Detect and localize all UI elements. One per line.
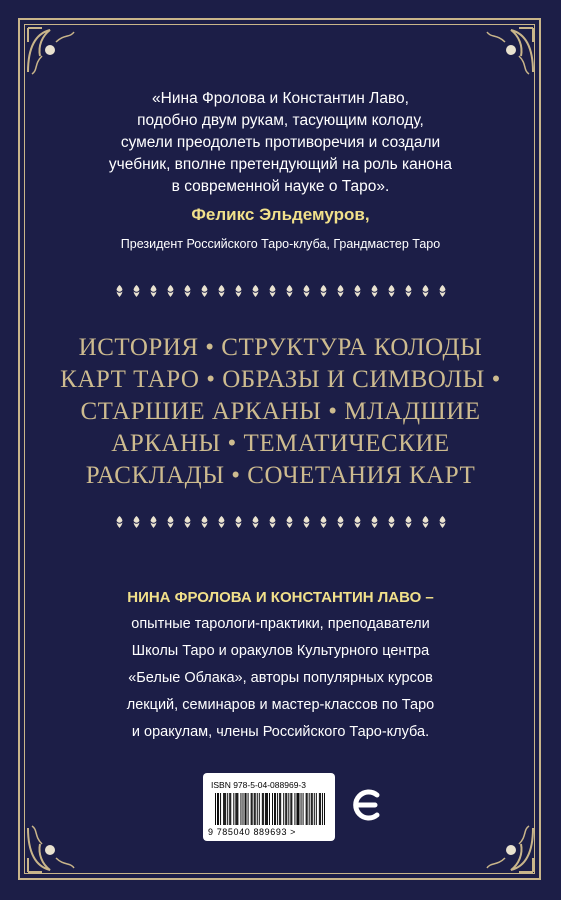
barcode-digits: 9 785040 889693 >	[208, 827, 297, 837]
barcode-bar	[294, 793, 295, 825]
barcode-bar	[314, 793, 315, 825]
tulip-ornament-icon	[131, 515, 142, 529]
barcode-bar	[240, 793, 241, 825]
barcode-bar	[309, 793, 310, 825]
quote-line: в современной науке о Таро».	[171, 178, 390, 195]
tulip-ornament-icon	[131, 284, 142, 298]
isbn-text: ISBN 978-5-04-088969-3	[211, 780, 306, 790]
tulip-ornament-icon	[284, 515, 295, 529]
tulip-ornament-icon	[318, 284, 329, 298]
authors-heading: НИНА ФРОЛОВА И КОНСТАНТИН ЛАВО –	[127, 589, 434, 606]
tulip-ornament-icon	[386, 284, 397, 298]
quote-author-role: Президент Российского Таро-клуба, Грандмастер Таро	[120, 237, 441, 251]
tulip-ornament-icon	[335, 515, 346, 529]
barcode-bar	[269, 793, 270, 825]
tulip-ornament-icon	[182, 515, 193, 529]
tulip-ornament-icon	[437, 284, 448, 298]
barcode-bar	[322, 793, 323, 825]
quote-author: Феликс Эльдемуров,	[191, 205, 370, 224]
barcode-bar	[220, 793, 221, 825]
barcode-bar	[251, 793, 252, 825]
barcode-bar	[312, 793, 313, 825]
barcode-bar	[277, 793, 278, 825]
barcode-bar	[286, 793, 287, 825]
tulip-ornament-icon	[369, 284, 380, 298]
barcode-bar	[245, 793, 246, 825]
tulip-ornament-icon	[301, 515, 312, 529]
barcode-bar	[259, 793, 260, 825]
tulip-ornament-icon	[114, 284, 125, 298]
tulip-ornament-icon	[403, 284, 414, 298]
barcode-bar	[237, 793, 238, 825]
quote-line: подобно двум рукам, тасующим колоду,	[137, 112, 424, 129]
barcode-bar	[279, 793, 280, 825]
barcode-bar	[324, 793, 325, 825]
barcode-bar	[298, 793, 299, 825]
authors-bio-line: Школы Таро и оракулов Культурного центра	[131, 643, 430, 659]
review-quote	[80, 88, 481, 198]
tulip-ornament-icon	[386, 515, 397, 529]
tulip-ornament-icon	[165, 515, 176, 529]
tulip-ornament-icon	[199, 515, 210, 529]
barcode-bar	[306, 793, 307, 825]
tulip-ornament-icon	[114, 515, 125, 529]
tulip-ornament-icon	[352, 284, 363, 298]
barcode-bar	[311, 793, 312, 825]
tulip-ornament-icon	[352, 515, 363, 529]
barcode-label	[203, 773, 335, 841]
barcode-bar	[296, 793, 297, 825]
authors-bio-line: и оракулам, члены Российского Таро-клуба.	[131, 724, 430, 740]
topics-line: РАСКЛАДЫ • СОЧЕТАНИЯ КАРТ	[85, 462, 476, 489]
tulip-ornament-icon	[216, 284, 227, 298]
barcode-bar	[233, 793, 234, 825]
barcode-bar	[217, 793, 218, 825]
barcode-bar	[320, 793, 321, 825]
barcode-bar	[307, 793, 308, 825]
corner-ornament-icon	[20, 20, 80, 80]
barcode-bar	[283, 793, 284, 825]
barcode-bar	[290, 793, 291, 825]
quote-line: учебник, вполне претендующий на роль канона	[108, 156, 453, 173]
barcode-bar	[275, 793, 276, 825]
tulip-ornament-icon	[267, 284, 278, 298]
tulip-ornament-icon	[250, 284, 261, 298]
tulip-ornament-icon	[420, 284, 431, 298]
tulip-ornament-icon	[250, 515, 261, 529]
tulip-ornament-icon	[148, 284, 159, 298]
tulip-ornament-icon	[301, 284, 312, 298]
corner-ornament-icon	[20, 820, 80, 880]
barcode-bar	[303, 793, 304, 825]
barcode-bar	[291, 793, 292, 825]
barcode-bar	[255, 793, 256, 825]
tulip-ornament-icon	[403, 515, 414, 529]
topics-list	[50, 332, 511, 492]
barcode-bar	[235, 793, 236, 825]
quote-line: сумели преодолеть противоречия и создали	[120, 134, 441, 151]
authors-bio	[60, 584, 501, 746]
barcode-bar	[266, 793, 267, 825]
tulip-ornament-icon	[148, 515, 159, 529]
barcode-bar	[272, 793, 273, 825]
barcode-bar	[223, 793, 224, 825]
barcode-bar	[225, 793, 226, 825]
barcode-bar	[319, 793, 320, 825]
barcode-bar	[285, 793, 286, 825]
authors-bio-line: опытные тарологи-практики, преподаватели	[131, 616, 430, 632]
topics-line: КАРТ ТАРО • ОБРАЗЫ И СИМВОЛЫ •	[60, 366, 501, 393]
topics-line: ИСТОРИЯ • СТРУКТУРА КОЛОДЫ	[78, 334, 483, 361]
ornamental-divider	[0, 284, 561, 300]
tulip-ornament-icon	[233, 284, 244, 298]
tulip-ornament-icon	[284, 284, 295, 298]
barcode-bars	[215, 793, 325, 825]
barcode-bar	[262, 793, 263, 825]
tulip-ornament-icon	[216, 515, 227, 529]
barcode-bar	[236, 793, 237, 825]
barcode-bar	[274, 793, 275, 825]
tulip-ornament-icon	[233, 515, 244, 529]
barcode-bar	[252, 793, 253, 825]
barcode-bar	[254, 793, 255, 825]
tulip-ornament-icon	[437, 515, 448, 529]
barcode-bar	[224, 793, 225, 825]
barcode-bar	[229, 793, 230, 825]
barcode-bar	[227, 793, 228, 825]
barcode-bar	[316, 793, 317, 825]
tulip-ornament-icon	[420, 515, 431, 529]
barcode-bar	[246, 793, 247, 825]
barcode-bar	[263, 793, 264, 825]
tulip-ornament-icon	[182, 284, 193, 298]
tulip-ornament-icon	[267, 515, 278, 529]
ornamental-divider	[0, 515, 561, 531]
tulip-ornament-icon	[369, 515, 380, 529]
barcode-bar	[288, 793, 289, 825]
barcode-bar	[299, 793, 300, 825]
barcode-bar	[230, 793, 231, 825]
barcode-bar	[280, 793, 281, 825]
authors-bio-line: лекций, семинаров и мастер-классов по Таро	[126, 697, 435, 713]
barcode-bar	[248, 793, 249, 825]
authors-bio-line: «Белые Облака», авторы популярных курсов	[128, 670, 433, 686]
barcode-bar	[265, 793, 266, 825]
barcode-bar	[267, 793, 268, 825]
tulip-ornament-icon	[199, 284, 210, 298]
barcode-bar	[301, 793, 302, 825]
barcode-bar	[215, 793, 216, 825]
corner-ornament-icon	[481, 820, 541, 880]
topics-line: АРКАНЫ • ТЕМАТИЧЕСКИЕ	[111, 430, 450, 457]
corner-ornament-icon	[481, 20, 541, 80]
tulip-ornament-icon	[318, 515, 329, 529]
barcode-bar	[243, 793, 244, 825]
tulip-ornament-icon	[335, 284, 346, 298]
quote-line: «Нина Фролова и Константин Лаво,	[152, 90, 409, 107]
eksmo-logo-icon	[347, 785, 383, 825]
tulip-ornament-icon	[165, 284, 176, 298]
topics-line: СТАРШИЕ АРКАНЫ • МЛАДШИЕ	[80, 398, 481, 425]
barcode-bar	[257, 793, 258, 825]
barcode-bar	[218, 793, 219, 825]
